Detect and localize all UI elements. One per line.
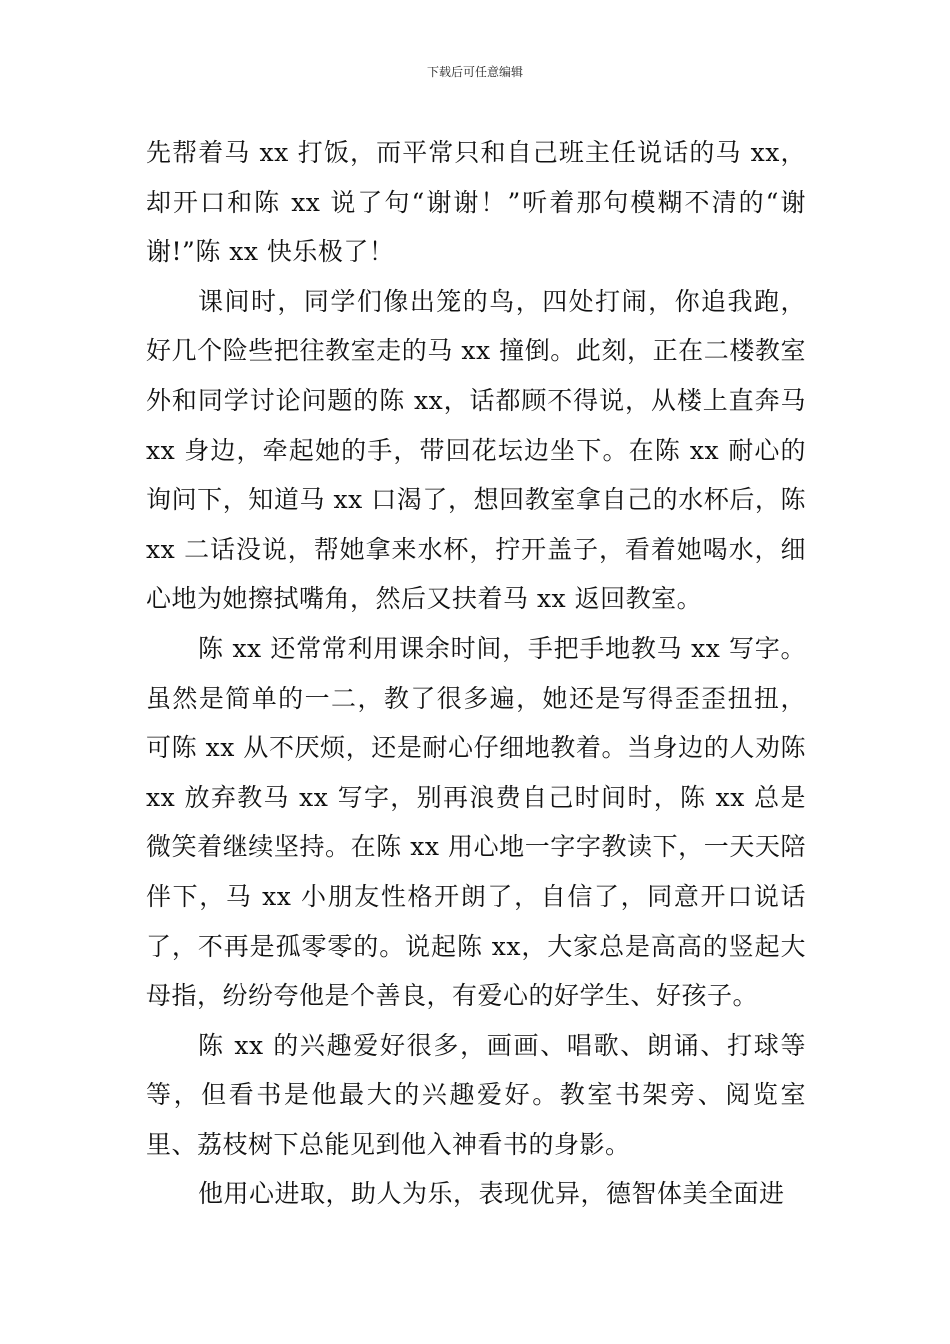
paragraph-4: 陈 xx 的兴趣爱好很多，画画、唱歌、朗诵、打球等等，但看书是他最大的兴趣爱好。教室书架旁、阅览室里、荔枝树下总能见到他入神看书的身影。 — [146, 1030, 806, 1159]
paragraph-1: 先帮着马 xx 打饭，而平常只和自己班主任说话的马 xx，却开口和陈 xx 说了句“谢谢！”听着那句模糊不清的“谢谢!”陈 xx 快乐极了！ — [146, 138, 806, 267]
page-header-note: 下载后可任意编辑 — [426, 65, 523, 79]
body-text — [146, 128, 806, 1219]
paragraph-2: 课间时，同学们像出笼的鸟，四处打闹，你追我跑，好几个险些把往教室走的马 xx 撞倒。此刻，正在二楼教室外和同学讨论问题的陈 xx，话都顾不得说，从楼上直奔马 xx 身边，牵起她的手，带回花坛边坐下。在陈 xx 耐心的询问下，知道马 xx 口渴了，想回教室拿自己的水杯后，陈 xx 二话没说，帮她拿来水杯，拧开盖子，看着她喝水，细心地为她擦拭嘴角，然后又扶着马 xx 返回教室。 — [146, 286, 806, 614]
paragraph-5: 他用心进取，助人为乐，表现优异，德智体美全面进 — [198, 1179, 785, 1209]
paragraph-3: 陈 xx 还常常利用课余时间，手把手地教马 xx 写字。虽然是简单的一二，教了很多遍，她还是写得歪歪扭扭，可陈 xx 从不厌烦，还是耐心仔细地教着。当身边的人劝陈 xx 放弃教马 xx 写字，别再浪费自己时间时，陈 xx 总是微笑着继续坚持。在陈 xx 用心地一字字教读下，一天天陪伴下，马 xx 小朋友性格开朗了，自信了，同意开口说话了，不再是孤零零的。说起陈 xx，大家总是高高的竖起大母指，纷纷夸他是个善良，有爱心的好学生、好孩子。 — [146, 633, 806, 1011]
